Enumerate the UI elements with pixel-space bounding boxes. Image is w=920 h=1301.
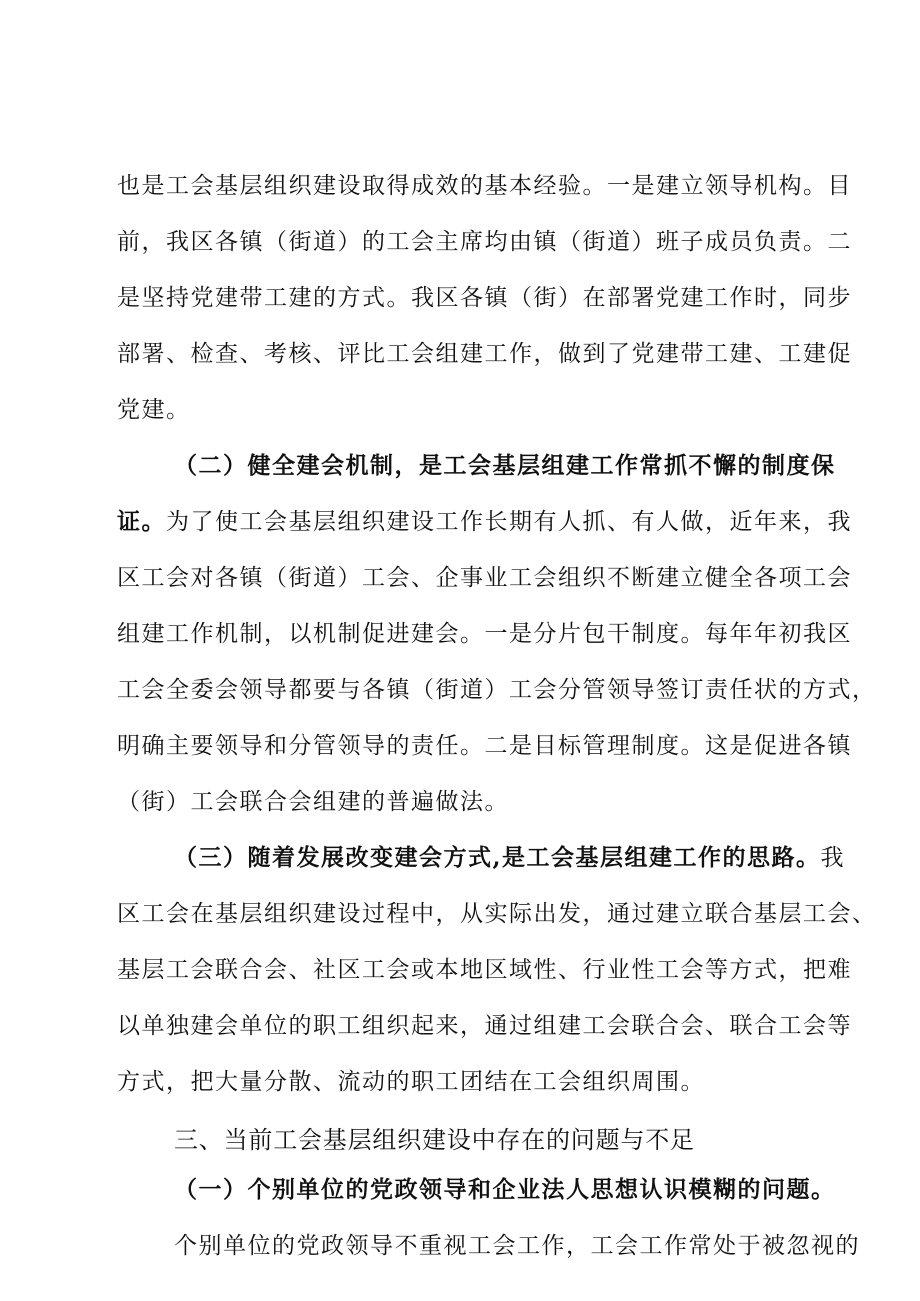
paragraph-1-line-2: 前，我区各镇（街道）的工会主席均由镇（街道）班子成员负责。二 — [117, 229, 852, 255]
paragraph-2-line-6: 明确主要领导和分管领导的责任。二是目标管理制度。这是促进各镇 — [117, 733, 852, 759]
paragraph-3-bold-lead: （三）随着发展改变建会方式,是工会基层组建工作的思路。 — [174, 844, 821, 871]
paragraph-2-line-2 — [117, 502, 852, 542]
section-3-heading: 三、当前工会基层组织建设中存在的问题与不足 — [174, 1126, 695, 1154]
paragraph-2-line-5: 工会全委会领导都要与各镇（街道）工会分管领导签订责任状的方式， — [117, 677, 877, 703]
paragraph-3-line-2: 区工会在基层组织建设过程中，从实际出发，通过建立联合基层工会、 — [117, 901, 877, 927]
paragraph-3-line-3: 基层工会联合会、社区工会或本地区域性、行业性工会等方式，把难 — [117, 957, 852, 983]
paragraph-3-line-5: 方式，把大量分散、流动的职工团结在工会组织周围。 — [117, 1069, 705, 1095]
paragraph-2-bold-lead: （二）健全建会机制，是工会基层组建工作常抓不懈的制度保 — [174, 452, 836, 479]
paragraph-3-line-1-rest: 我 — [820, 845, 846, 871]
paragraph-3-line-1 — [174, 838, 846, 878]
paragraph-1-line-1: 也是工会基层组织建设取得成效的基本经验。一是建立领导机构。目 — [117, 173, 852, 199]
paragraph-3-line-4: 以单独建会单位的职工组织起来，通过组建工会联合会、联合工会等 — [117, 1013, 852, 1039]
paragraph-2-bold-lead-cont: 证。 — [117, 508, 166, 535]
paragraph-1-line-3: 是坚持党建带工建的方式。我区各镇（街）在部署党建工作时，同步 — [117, 285, 852, 311]
paragraph-2-line-2-rest: 为了使工会基层组织建设工作长期有人抓、有人做，近年来，我 — [166, 509, 852, 535]
paragraph-2-line-4: 组建工作机制，以机制促进建会。一是分片包干制度。每年年初我区 — [117, 621, 852, 647]
subheading-1: （一）个别单位的党政领导和企业法人思想认识模糊的问题。 — [174, 1176, 836, 1203]
paragraph-2-line-7: （街）工会联合会组建的普遍做法。 — [117, 789, 509, 815]
paragraph-1-line-4: 部署、检查、考核、评比工会组建工作，做到了党建带工建、工建促 — [117, 341, 852, 367]
paragraph-1-line-5: 党建。 — [117, 397, 191, 423]
paragraph-4-line-1: 个别单位的党政领导不重视工会工作，工会工作常处于被忽视的 — [174, 1233, 860, 1259]
paragraph-2-line-3: 区工会对各镇（街道）工会、企事业工会组织不断建立健全各项工会 — [117, 565, 852, 591]
